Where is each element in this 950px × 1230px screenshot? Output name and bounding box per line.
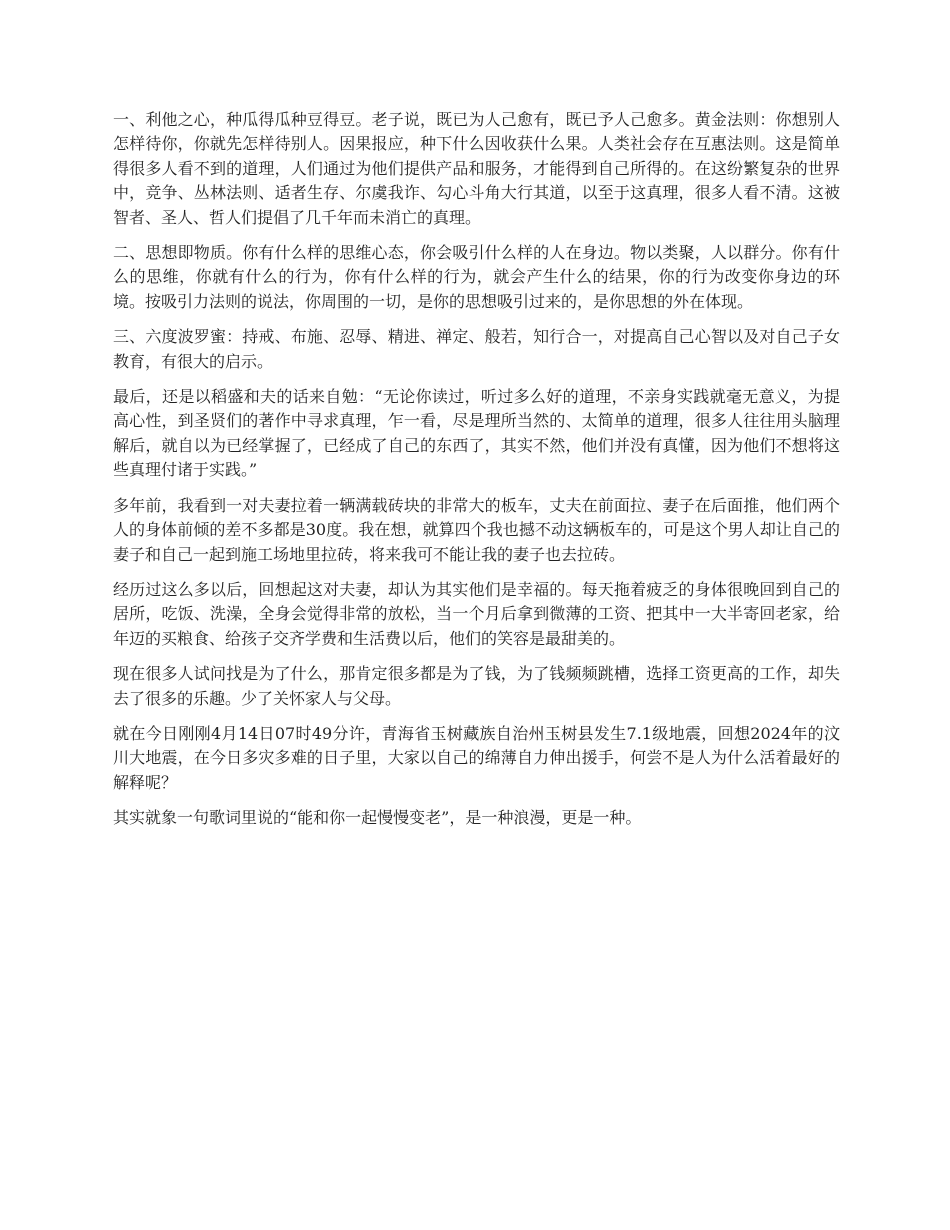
paragraph-4: 最后，还是以稻盛和夫的话来自勉：“无论你读过，听过多么好的道理，不亲身实践就毫无意义，为提高心性，到圣贤们的著作中寻求真理，乍一看，尽是理所当然的、太简单的道理，很多人往往用头脑理解后，就自以为已经掌握了，已经成了自己的东西了，其实不然，他们并没有真懂，因为他们不想将这些真理付诸于实践。” [113, 387, 840, 480]
paragraph-5: 多年前，我看到一对夫妻拉着一辆满载砖块的非常大的板车，丈夫在前面拉、妻子在后面推，他们两个人的身体前倾的差不多都是30度。我在想，就算四个我也撼不动这辆板车的，可是这个男人却让自己的妻子和自己一起到施工场地里拉砖，将来我可不能让我的妻子也去拉砖。 [113, 495, 840, 564]
paragraph-7: 现在很多人试问找是为了什么，那肯定很多都是为了钱，为了钱频频跳槽，选择工资更高的工作，却失去了很多的乐趣。少了关怀家人与父母。 [113, 664, 840, 708]
paragraph-2: 二、思想即物质。你有什么样的思维心态，你会吸引什么样的人在身边。物以类聚，人以群分。你有什么的思维，你就有什么的行为，你有什么样的行为，就会产生什么的结果，你的行为改变你身边的环境。按吸引力法则的说法，你周围的一切，是你的思想吸引过来的，是你思想的外在体现。 [113, 243, 840, 311]
paragraph-3: 三、六度波罗蜜：持戒、布施、忍辱、精进、禅定、般若，知行合一，对提高自己心智以及对自己子女教育，有很大的启示。 [113, 327, 840, 371]
paragraph-8: 就在今日刚刚4月14日07时49分许，青海省玉树藏族自治州玉树县发生7.1级地震，回想2024年的汶川大地震，在今日多灾多难的日子里，大家以自己的绵薄自力伸出援手，何尝不是人为什么活着最好的解释呢？ [113, 723, 840, 792]
document-body [113, 108, 840, 842]
paragraph-1: 一、利他之心，种瓜得瓜种豆得豆。老子说，既已为人己愈有，既已予人己愈多。黄金法则：你想别人怎样待你，你就先怎样待别人。因果报应，种下什么因收获什么果。人类社会存在互惠法则。这是简单得很多人看不到的道理，人们通过为他们提供产品和服务，才能得到自己所得的。在这纷繁复杂的世界中，竞争、丛林法则、适者生存、尔虞我诈、勾心斗角大行其道，以至于这真理，很多人看不清。这被智者、圣人、哲人们提倡了几千年而未消亡的真理。 [113, 110, 840, 227]
paragraph-9: 其实就象一句歌词里说的“能和你一起慢慢变老”，是一种浪漫，更是一种。 [113, 808, 642, 828]
paragraph-6: 经历过这么多以后，回想起这对夫妻，却认为其实他们是幸福的。每天拖着疲乏的身体很晚回到自己的居所，吃饭、洗澡，全身会觉得非常的放松，当一个月后拿到微薄的工资、把其中一大半寄回老家，给年迈的买粮食、给孩子交齐学费和生活费以后，他们的笑容是最甜美的。 [113, 579, 840, 648]
